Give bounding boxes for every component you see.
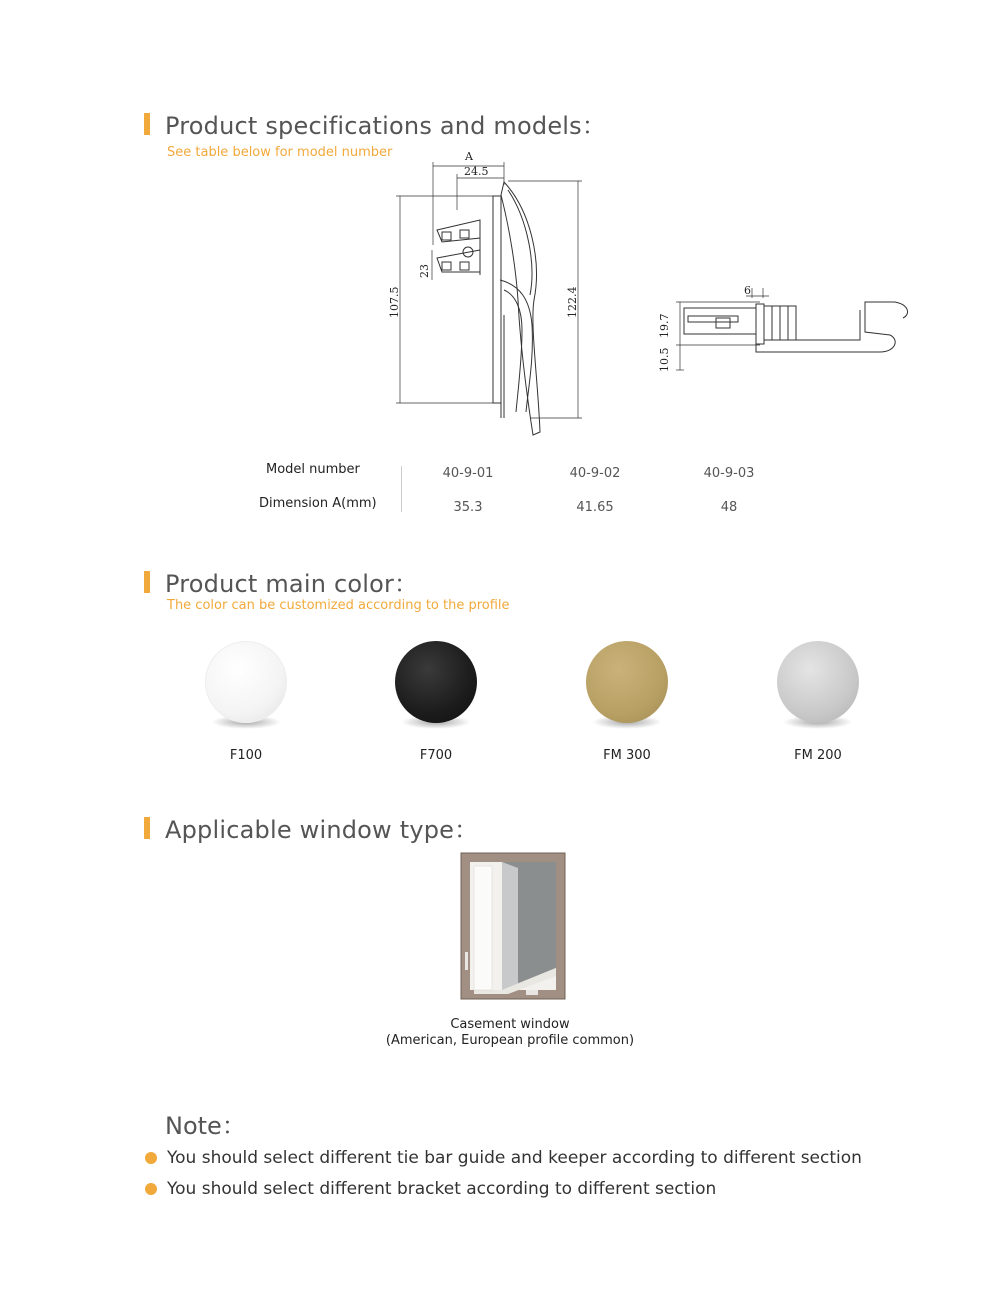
note-item-text: You should select different tie bar guide and keeper according to different section xyxy=(167,1148,862,1168)
window-section-title: Applicable window type： xyxy=(165,816,479,844)
spec-section-title: Product specifications and models： xyxy=(165,112,607,140)
dim-label-a: A xyxy=(465,150,473,163)
table-cell-model: 40-9-03 xyxy=(703,466,755,481)
window-caption-line1: Casement window xyxy=(450,1017,570,1032)
color-swatch-fm300 xyxy=(586,641,668,723)
color-swatch-fm200 xyxy=(777,641,859,723)
dim-label-6: 6 xyxy=(744,284,751,297)
spec-section-heading xyxy=(144,106,606,141)
table-cell-dimension: 35.3 xyxy=(453,500,483,515)
dim-label-19-7: 19.7 xyxy=(658,313,671,338)
dim-label-122-4: 122.4 xyxy=(566,286,579,318)
heading-accent-bar xyxy=(144,817,150,839)
note-title: Note： xyxy=(165,1112,246,1140)
color-section-title: Product main color： xyxy=(165,570,419,598)
note-item-text: You should select different bracket according to different section xyxy=(167,1179,717,1199)
color-label: F700 xyxy=(419,748,453,763)
table-cell-model: 40-9-01 xyxy=(442,466,494,481)
color-section-heading xyxy=(144,564,418,599)
bullet-dot-icon xyxy=(145,1152,157,1164)
bullet-dot-icon xyxy=(145,1183,157,1195)
heading-accent-bar xyxy=(144,571,150,593)
color-label: F100 xyxy=(229,748,263,763)
heading-accent-bar xyxy=(144,113,150,135)
color-label: FM 300 xyxy=(603,748,651,763)
color-section-subtitle: The color can be customized according to the profile xyxy=(167,598,510,613)
dim-label-23: 23 xyxy=(418,264,431,278)
dim-label-10-5: 10.5 xyxy=(658,347,671,372)
table-cell-model: 40-9-02 xyxy=(569,466,621,481)
table-divider xyxy=(401,466,402,512)
note-item xyxy=(145,1179,716,1199)
color-swatch-f100 xyxy=(205,641,287,723)
casement-window-illustration xyxy=(460,852,566,1000)
handle-front-drawing xyxy=(380,150,600,440)
dim-label-107-5: 107.5 xyxy=(388,286,401,318)
table-cell-dimension: 48 xyxy=(720,500,738,515)
color-swatch-f700 xyxy=(395,641,477,723)
window-caption-line2: (American, European profile common) xyxy=(385,1033,635,1048)
table-row-label-model: Model number xyxy=(266,462,360,477)
spec-section-subtitle: See table below for model number xyxy=(167,145,393,160)
color-label: FM 200 xyxy=(794,748,842,763)
table-cell-dimension: 41.65 xyxy=(576,500,614,515)
dim-label-24-5: 24.5 xyxy=(464,165,489,178)
table-row-label-dimension: Dimension A(mm) xyxy=(259,496,377,511)
note-item xyxy=(145,1148,862,1168)
window-section-heading xyxy=(144,810,478,845)
handle-side-drawing xyxy=(660,280,910,380)
